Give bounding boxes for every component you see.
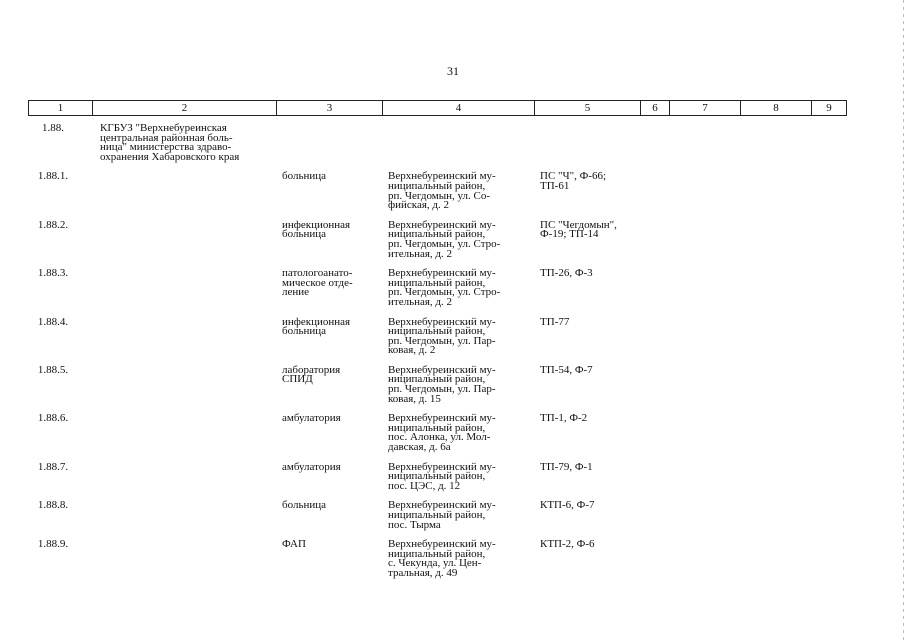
empty-cell [669, 318, 740, 366]
facility-type: амбулатория [282, 412, 341, 425]
empty-cell [669, 366, 740, 414]
power-source: ТП-79, Ф-1 [540, 460, 593, 473]
facility-type: патологоанато- мическое отде- ление [282, 267, 353, 299]
facility-address: Верхнебуреинский му- ниципальный район, пос. Алонка, ул. Мол- давская, д. 6а [388, 412, 496, 454]
facility-type: больница [282, 499, 326, 512]
organization-name: КГБУЗ "Верхнебуреинская центральная районная боль- ница" министерства здраво- охранения Хабаровского края [100, 122, 240, 163]
table-row [28, 221, 846, 269]
table-row [28, 366, 846, 414]
column-number: 2 [93, 101, 277, 116]
facility-type: больница [282, 170, 326, 183]
empty-cell [811, 172, 846, 220]
empty-cell [669, 124, 740, 172]
table-row [28, 269, 846, 317]
row-number: 1.88.8. [37, 499, 69, 512]
organization-name [92, 172, 276, 220]
facility-type: амбулатория [282, 460, 341, 473]
facility-type [276, 124, 382, 172]
table-row [28, 501, 846, 540]
empty-cell [640, 463, 669, 502]
empty-cell [669, 501, 740, 540]
empty-cell [669, 269, 740, 317]
power-source: КТП-2, Ф-6 [540, 538, 595, 551]
empty-cell [811, 221, 846, 269]
column-number: 9 [812, 101, 847, 116]
power-source: ТП-26, Ф-3 [540, 267, 593, 280]
empty-cell [740, 463, 811, 502]
empty-cell [640, 540, 669, 588]
facility-address: Верхнебуреинский му- ниципальный район, рп. Чегдомын, ул. Стро- ительная, д. 2 [388, 267, 501, 308]
facility-address: Верхнебуреинский му- ниципальный район, пос. Тырма [388, 499, 496, 531]
organization-name [92, 366, 276, 414]
power-source [534, 124, 640, 172]
facility-address [382, 124, 534, 172]
empty-cell [811, 366, 846, 414]
organization-name [92, 501, 276, 540]
organization-name [92, 318, 276, 366]
organization-name [92, 414, 276, 462]
empty-cell [669, 414, 740, 462]
table-row [28, 318, 846, 366]
column-number: 5 [535, 101, 641, 116]
table-row [28, 124, 846, 172]
organization-name [92, 463, 276, 502]
empty-cell [669, 540, 740, 588]
empty-cell [669, 172, 740, 220]
organization-name [92, 221, 276, 269]
facility-type: инфекционная больница [282, 218, 351, 241]
empty-cell [669, 463, 740, 502]
table-row [28, 463, 846, 502]
power-source: КТП-6, Ф-7 [540, 499, 595, 512]
row-number: 1.88.2. [37, 218, 69, 231]
power-source: ПС "Чегдомын", Ф-19; ТП-14 [540, 218, 617, 241]
empty-cell [640, 269, 669, 317]
facility-address: Верхнебуреинский му- ниципальный район, рп. Чегдомын, ул. Пар- ковая, д. 15 [388, 363, 496, 405]
column-number-header [28, 100, 847, 116]
empty-cell [811, 540, 846, 588]
empty-cell [640, 366, 669, 414]
empty-cell [640, 318, 669, 366]
facility-address: Верхнебуреинский му- ниципальный район, с. Чекунда, ул. Цен- тральная, д. 49 [388, 538, 496, 579]
empty-cell [740, 540, 811, 588]
empty-cell [640, 172, 669, 220]
facility-address: Верхнебуреинский му- ниципальный район, рп. Чегдомын, ул. Со- фийская, д. 2 [388, 170, 496, 212]
empty-cell [740, 501, 811, 540]
facility-type: ФАП [282, 538, 306, 551]
column-number: 7 [670, 101, 741, 116]
row-number: 1.88.5. [37, 363, 69, 376]
power-source: ТП-54, Ф-7 [540, 363, 593, 376]
empty-cell [740, 366, 811, 414]
facility-type: инфекционная больница [282, 315, 351, 338]
empty-cell [811, 463, 846, 502]
row-number: 1.88.3. [37, 267, 69, 280]
empty-cell [640, 221, 669, 269]
column-number: 4 [383, 101, 535, 116]
power-source: ТП-77 [540, 315, 570, 328]
facility-type: лаборатория СПИД [282, 363, 341, 386]
facility-address: Верхнебуреинский му- ниципальный район, пос. ЦЭС, д. 12 [388, 460, 496, 492]
empty-cell [640, 414, 669, 462]
table-row [28, 414, 846, 462]
table-row [28, 540, 846, 588]
power-source: ПС "Ч", Ф-66; ТП-61 [540, 170, 607, 192]
empty-cell [740, 269, 811, 317]
empty-cell [811, 501, 846, 540]
empty-cell [640, 124, 669, 172]
empty-cell [740, 414, 811, 462]
facility-address: Верхнебуреинский му- ниципальный район, рп. Чегдомын, ул. Стро- ительная, д. 2 [388, 218, 501, 260]
power-source: ТП-1, Ф-2 [540, 412, 588, 425]
empty-cell [811, 318, 846, 366]
header-row [29, 101, 847, 116]
facility-address: Верхнебуреинский му- ниципальный район, рп. Чегдомын, ул. Пар- ковая, д. 2 [388, 315, 496, 357]
column-number: 3 [277, 101, 383, 116]
empty-cell [740, 318, 811, 366]
page-number: 31 [447, 64, 459, 78]
table-row [28, 172, 846, 220]
column-number: 8 [741, 101, 812, 116]
empty-cell [811, 414, 846, 462]
row-number: 1.88.4. [37, 315, 69, 328]
organization-name [92, 269, 276, 317]
empty-cell [740, 124, 811, 172]
facility-table [28, 124, 846, 589]
empty-cell [669, 221, 740, 269]
empty-cell [740, 172, 811, 220]
empty-cell [640, 501, 669, 540]
row-number: 1.88.9. [37, 538, 69, 551]
row-number: 1.88.7. [37, 460, 69, 473]
row-number: 1.88.6. [37, 412, 69, 425]
empty-cell [740, 221, 811, 269]
column-number: 6 [641, 101, 670, 116]
empty-cell [811, 269, 846, 317]
scan-edge [903, 0, 904, 640]
organization-name [92, 540, 276, 588]
empty-cell [811, 124, 846, 172]
column-number: 1 [29, 101, 93, 116]
row-number: 1.88.1. [37, 170, 69, 183]
row-number: 1.88. [42, 122, 64, 134]
